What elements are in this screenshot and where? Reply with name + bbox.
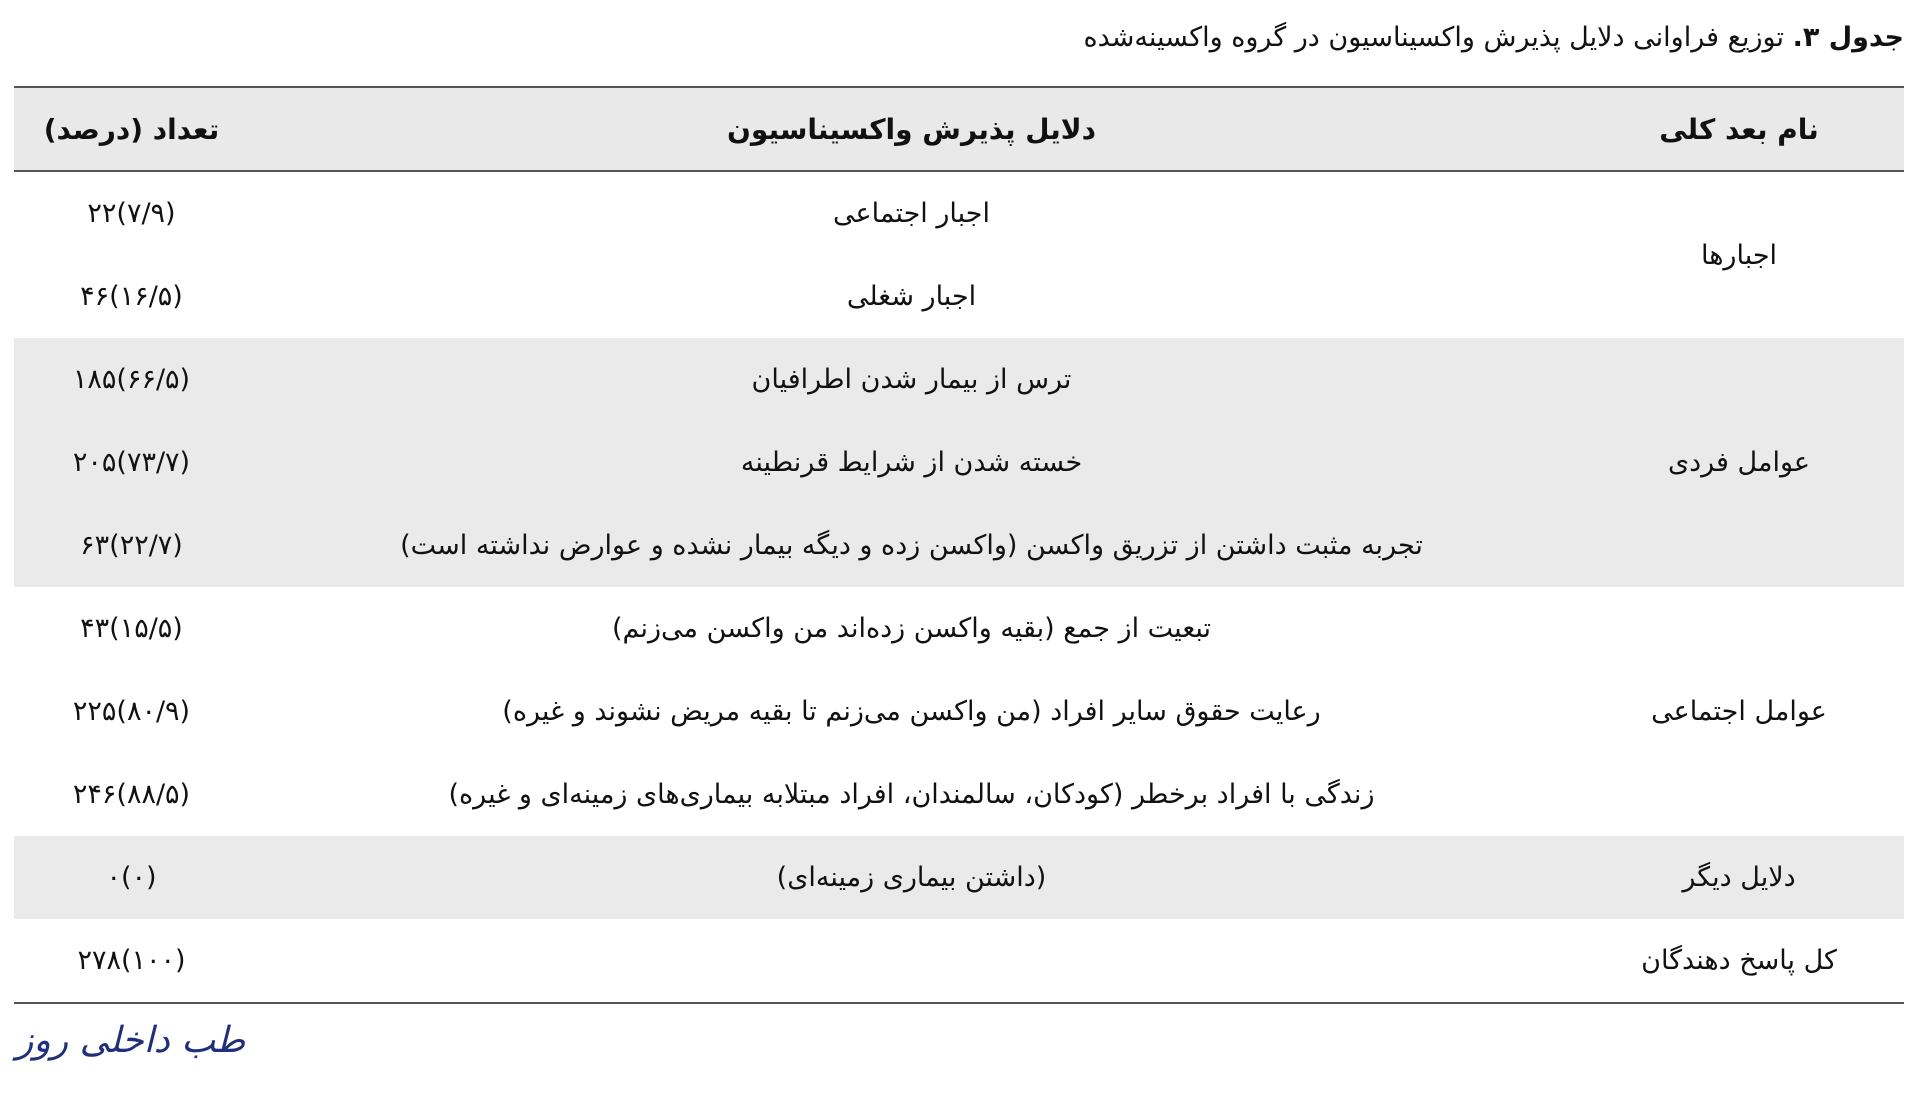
reason-cell: تبعیت از جمع (بقیه واکسن زده‌اند من واکسن می‌زنم) <box>611 613 1212 644</box>
table-row <box>14 172 1904 255</box>
table-row <box>14 670 1904 753</box>
table-row <box>14 919 1904 1002</box>
count-cell: ۱۸۵(۶۶/۵) <box>72 364 191 395</box>
dimension-cell: کل پاسخ دهندگان <box>1641 945 1837 976</box>
table-row <box>14 504 1904 587</box>
table-row <box>14 587 1904 670</box>
count-cell: ۲۴۶(۸۸/۵) <box>72 779 191 810</box>
table-row <box>14 338 1904 421</box>
header-dimension: نام بعد کلی <box>1659 112 1819 146</box>
reason-cell: رعایت حقوق سایر افراد (من واکسن می‌زنم تا بقیه مریض نشوند و غیره) <box>502 696 1321 727</box>
dimension-cell: دلایل دیگر <box>1682 862 1796 893</box>
table-header-row <box>14 88 1904 172</box>
reason-cell: تجربه مثبت داشتن از تزریق واکسن (واکسن زده و دیگه بیمار نشده و عوارض نداشته است) <box>400 530 1423 561</box>
table-group-total <box>14 919 1904 1002</box>
header-reason: دلایل پذیرش واکسیناسیون <box>726 112 1097 146</box>
reason-cell: خسته شدن از شرایط قرنطینه <box>740 447 1083 478</box>
count-cell: ۶۳(۲۲/۷) <box>80 530 183 561</box>
reason-cell: (داشتن بیماری زمینه‌ای) <box>776 862 1047 893</box>
table-group-individual <box>14 338 1904 587</box>
caption-label: جدول ۳. <box>1792 22 1904 53</box>
table-group-social <box>14 587 1904 836</box>
table-group-coercion <box>14 172 1904 338</box>
dimension-cell: عوامل اجتماعی <box>1651 696 1827 727</box>
table-row <box>14 836 1904 919</box>
count-cell: ۲۰۵(۷۳/۷) <box>72 447 191 478</box>
table-row <box>14 421 1904 504</box>
count-cell: ۰(۰) <box>106 862 157 893</box>
dimension-cell: اجبارها <box>1700 239 1778 271</box>
data-table <box>14 86 1904 1004</box>
table-row <box>14 753 1904 836</box>
reason-cell: ترس از بیمار شدن اطرافیان <box>751 364 1072 395</box>
table-caption <box>1083 18 1904 58</box>
reason-cell: زندگی با افراد برخطر (کودکان، سالمندان، افراد مبتلابه بیماری‌های زمینه‌ای و غیره) <box>448 779 1375 810</box>
header-count: تعداد (درصد) <box>43 112 220 146</box>
dimension-cell: عوامل فردی <box>1668 447 1811 478</box>
count-cell: ۴۳(۱۵/۵) <box>80 613 183 644</box>
count-cell: ۲۲(۷/۹) <box>87 198 176 229</box>
reason-cell <box>249 919 1574 1002</box>
count-cell: ۲۷۸(۱۰۰) <box>77 945 186 976</box>
reason-cell: اجبار اجتماعی <box>833 198 990 229</box>
count-cell: ۲۲۵(۸۰/۹) <box>72 696 191 727</box>
reason-cell: اجبار شغلی <box>846 281 977 312</box>
caption-text: توزیع فراوانی دلایل پذیرش واکسیناسیون در گروه واکسینه‌شده <box>1083 22 1784 53</box>
table-row <box>14 255 1904 338</box>
journal-logo <box>16 1020 245 1061</box>
journal-logo-text: طب داخلی روز <box>16 1020 246 1061</box>
count-cell: ۴۶(۱۶/۵) <box>80 281 183 312</box>
table-group-other <box>14 836 1904 919</box>
